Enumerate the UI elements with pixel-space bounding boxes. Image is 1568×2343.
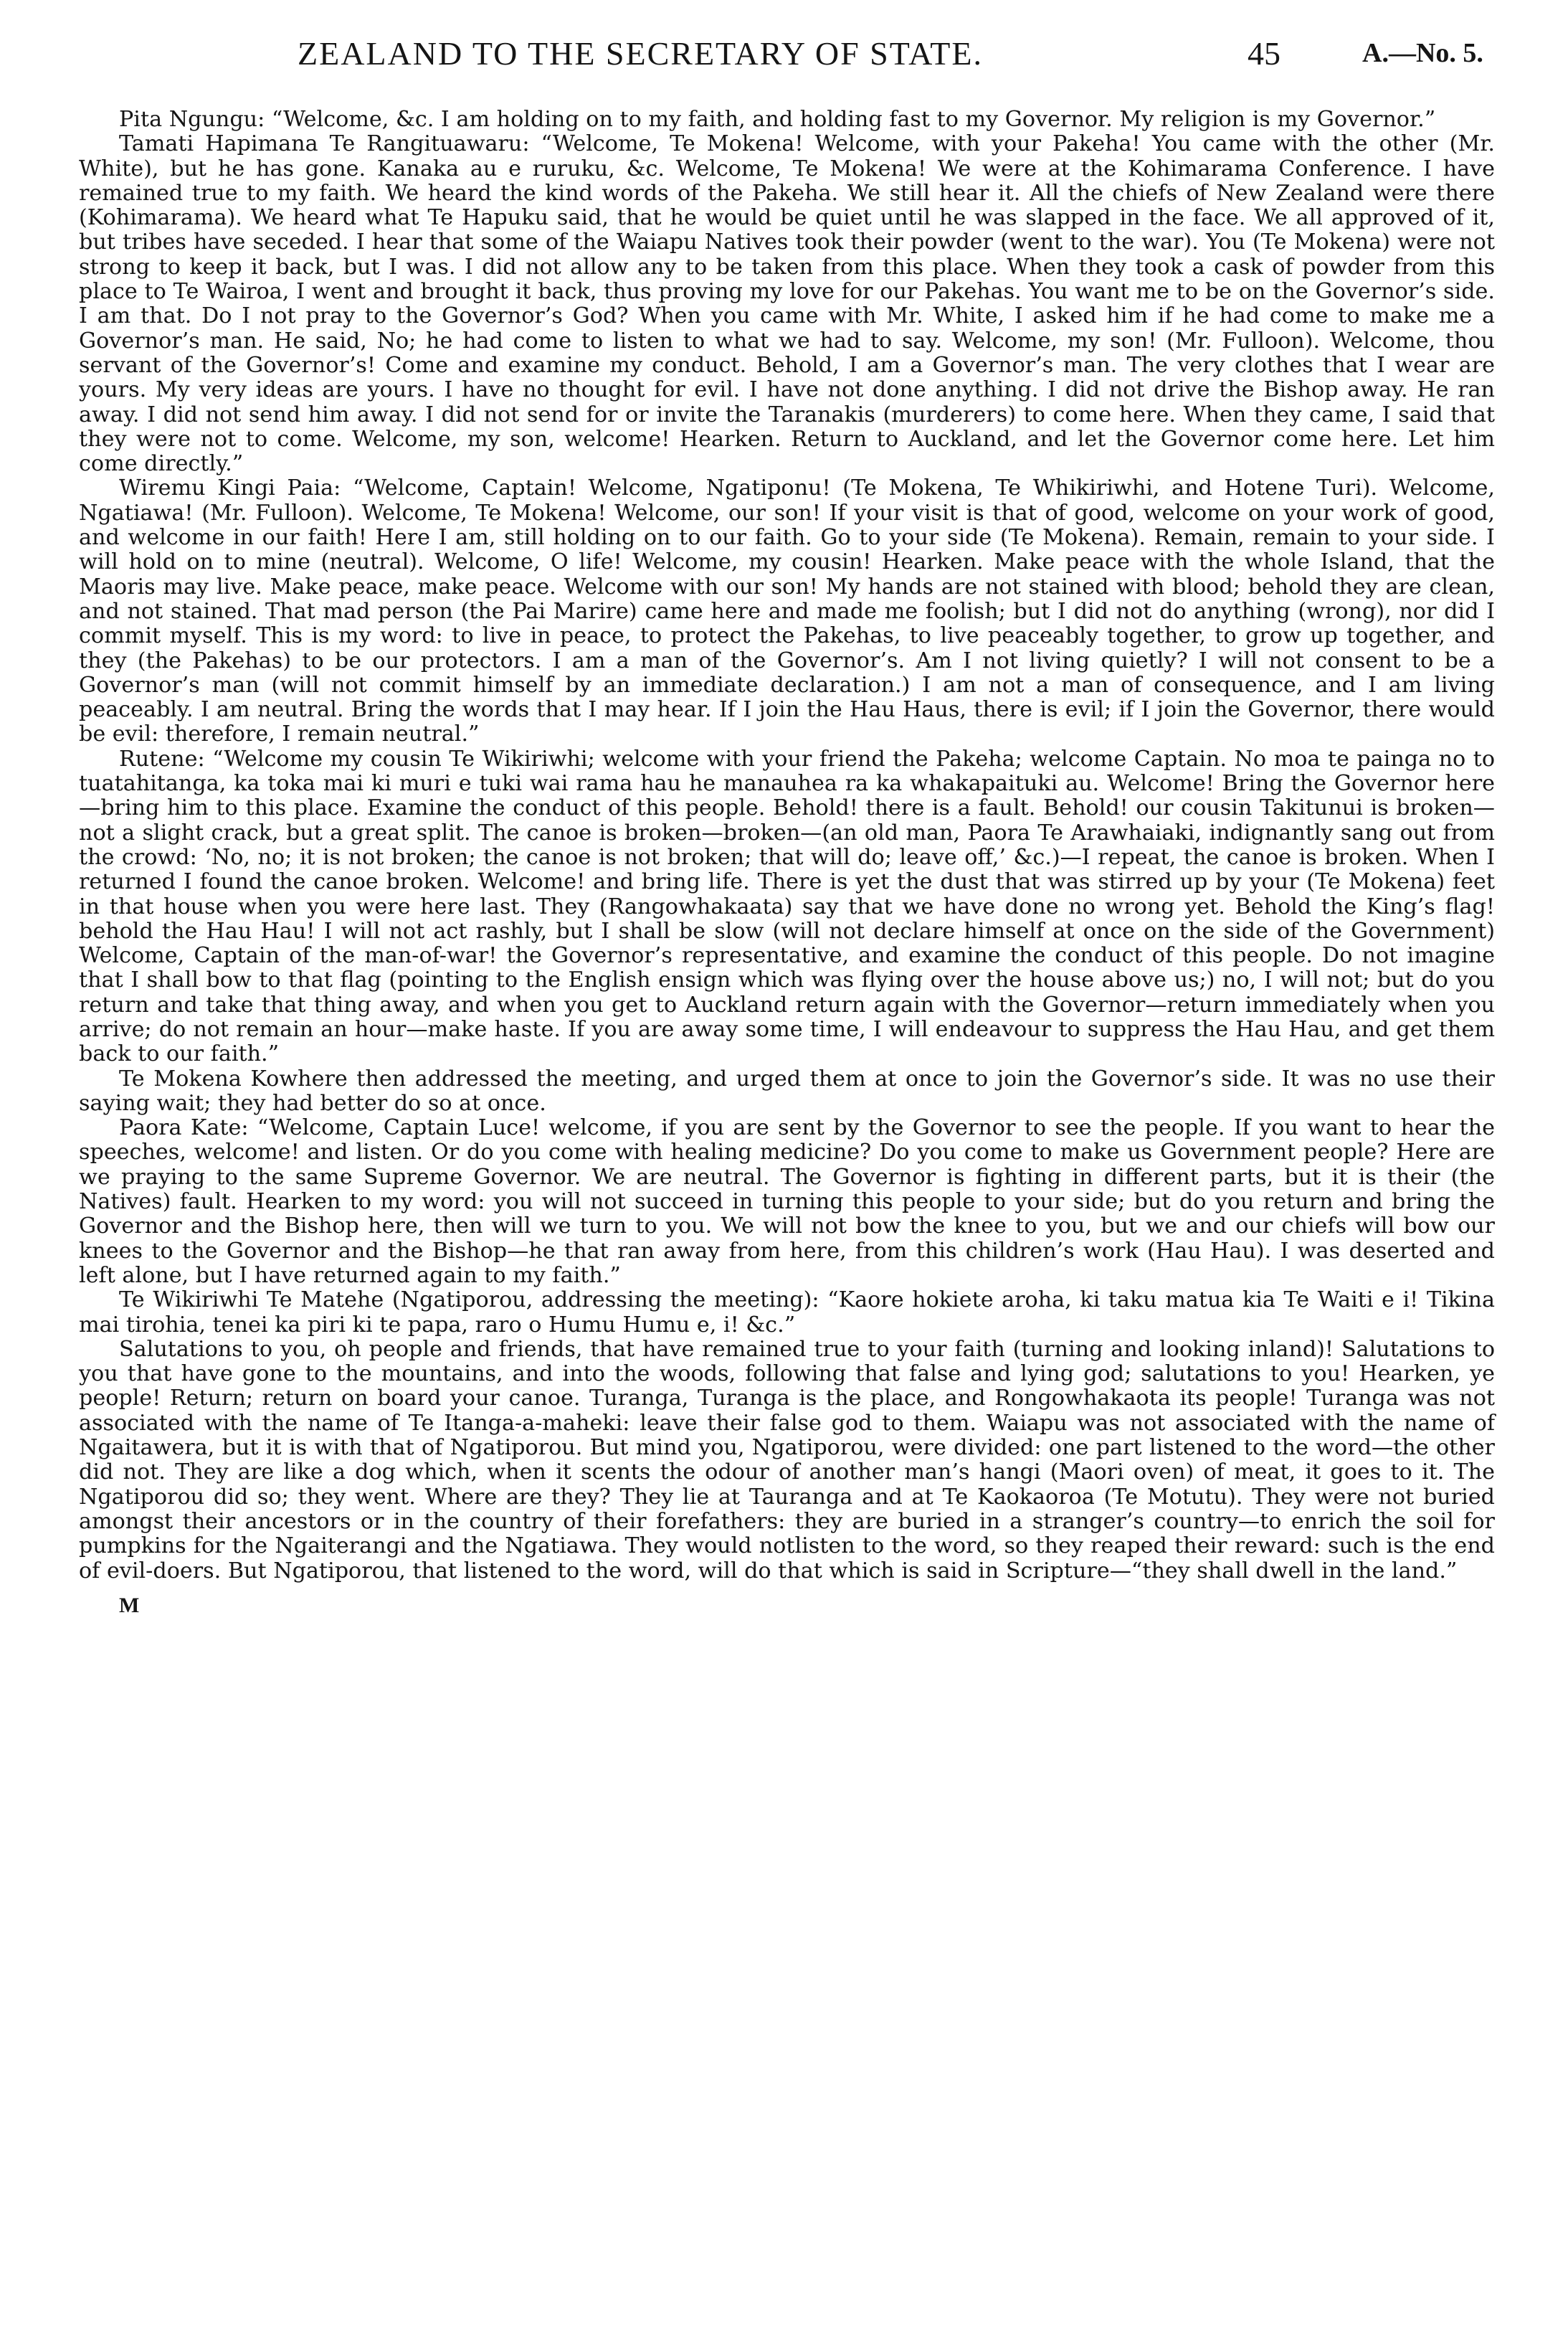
paragraph-tamati-hapimana: Tamati Hapimana Te Rangituawaru: “Welcome, Te Mokena! Welcome, with your Pakeha! You came with the other (Mr. White), but he has gone. Kanaka au e ruruku, &c. Welcome, Te Mokena! We were at the Kohimarama Conference. I have remained true to my faith. We heard the kind words of the Pakeha. We still hear it. All the chiefs of New Zealand were there (Kohimarama). We heard what Te Hapuku said, that he would be quiet until he was slapped in the face. We all approved of it, but tribes have seceded. I hear that some of the Waiapu Natives took their powder (went to the war). You (Te Mokena) were not strong to keep it back, but I was. I did not allow any to be taken from this place. When they took a cask of powder from this place to Te Wairoa, I went and brought it back, thus proving my love for our Pakehas. You want me to be on the Governor’s side. I am that. Do I not pray to the Governor’s God? When you came with Mr. White, I asked him if he had come to make me a Governor’s man. He said, No; he had come to listen to what we had to say. Welcome, my son! (Mr. Fulloon). Welcome, thou servant of the Governor’s! Come and examine my conduct. Behold, I am a Governor’s man. The very clothes that I wear are yours. My very ideas are yours. I have no thought for evil. I have not done anything. I did not drive the Bishop away. He ran away. I did not send him away. I did not send for or invite the Taranakis (murderers) to come here. When they came, I said that they were not to come. Welcome, my son, welcome! Hearken. Return to Auckland, and let the Governor come here. Let him come directly.” <box>79 131 1495 477</box>
signature-mark: M <box>119 1593 140 1617</box>
document-reference: A.—No. 5. <box>1362 38 1483 68</box>
paragraph-wiremu-kingi-paia: Wiremu Kingi Paia: “Welcome, Captain! Welcome, Ngatiponu! (Te Mokena, Te Whikiriwhi, and Hotene Turi). Welcome, Ngatiawa! (Mr. Fulloon). Welcome, Te Mokena! Welcome, our son! If your visit is that of good, welcome on your work of good, and welcome in our faith! Here I am, still holding on to our faith. Go to your side (Te Mokena). Remain, remain to your side. I will hold on to mine (neutral). Welcome, O life! Welcome, my cousin! Hearken. Make peace with the whole Island, that the Maoris may live. Make peace, make peace. Welcome with our son! My hands are not stained with blood; behold they are clean, and not stained. That mad person (the Pai Marire) came here and made me foolish; but I did not do anything (wrong), nor did I commit myself. This is my word: to live in peace, to protect the Pakehas, to live peaceably together, to grow up together, and they (the Pakehas) to be our protectors. I am a man of the Governor’s. Am I not living quietly? I will not consent to be a Governor’s man (will not commit himself by an immediate declaration.) I am not a man of consequence, and I am living peaceably. I am neutral. Bring the words that I may hear. If I join the Hau Haus, there is evil; if I join the Governor, there would be evil: therefore, I remain neutral.” <box>79 475 1495 747</box>
page-header <box>79 29 1495 83</box>
page-number: 45 <box>1248 35 1280 72</box>
paragraph-salutations: Salutations to you, oh people and friends, that have remained true to your faith (turning and looking inland)! Salutations to you that have gone to the mountains, and into the woods, following that false and lying god; salutations to you! Hearken, ye people! Return; return on board your canoe. Turanga, Turanga is the place, and Rongowhakaota its people! Turanga was not associated with the name of Te Itanga-a-maheki: leave their false god to them. Waiapu was not associated with the name of Ngaitawera, but it is with that of Ngatiporou. But mind you, Ngatiporou, were divided: one part listened to the word—the other did not. They are like a dog which, when it scents the odour of another man’s hangi (Maori oven) of meat, it goes to it. The Ngatiporou did so; they went. Where are they? They lie at Tauranga and at Te Kaokaoroa (Te Motutu). They were not buried amongst their ancestors or in the country of their forefathers: they are buried in a stranger’s country—to enrich the soil for pumpkins for the Ngaiterangi and the Ngatiawa. They would notlisten to the word, so they reaped their reward: such is the end of evil-doers. But Ngatiporou, that listened to the word, will do that which is said in Scripture—“they shall dwell in the land.” <box>79 1336 1495 1584</box>
paragraph-te-mokena-kowhere: Te Mokena Kowhere then addressed the meeting, and urged them at once to join the Governor’s side. It was no use their saying wait; they had better do so at once. <box>79 1066 1495 1116</box>
paragraph-pita-ngungu: Pita Ngungu: “Welcome, &c. I am holding on to my faith, and holding fast to my Governor. My religion is my Governor.” <box>119 107 1436 132</box>
body-text <box>79 108 1495 1584</box>
paragraph-te-wikiriwhi: Te Wikiriwhi Te Matehe (Ngatiporou, addressing the meeting): “Kaore hokiete aroha, ki taku matua kia Te Waiti e i! Tikina mai tirohia, tenei ka piri ki te papa, raro o Humu Humu e, i! &c.” <box>79 1287 1495 1338</box>
document-page <box>79 29 1495 2316</box>
paragraph-paora-kate: Paora Kate: “Welcome, Captain Luce! welcome, if you are sent by the Governor to see the people. If you want to hear the speeches, welcome! and listen. Or do you come with healing medicine? Do you come to make us Government people? Here are we praying to the same Supreme Governor. We are neutral. The Governor is fighting in different parts, but it is their (the Natives) fault. Hearken to my word: you will not succeed in turning this people to your side; but do you return and bring the Governor and the Bishop here, then will we turn to you. We will not bow the knee to you, but we and our chiefs will bow our knees to the Governor and the Bishop—he that ran away from here, from this children’s work (Hau Hau). I was deserted and left alone, but I have returned again to my faith.” <box>79 1115 1495 1288</box>
running-title: ZEALAND TO THE SECRETARY OF STATE. <box>298 35 983 72</box>
paragraph-rutene: Rutene: “Welcome my cousin Te Wikiriwhi; welcome with your friend the Pakeha; welcome Captain. No moa te painga no to tuatahitanga, ka toka mai ki muri e tuki wai rama hau he manauhea ra ka whakapaituki au. Welcome! Bring the Governor here—bring him to this place. Examine the conduct of this people. Behold! there is a fault. Behold! our cousin Takitunui is broken—not a slight crack, but a great split. The canoe is broken—broken—(an old man, Paora Te Arawhaiaki, indignantly sang out from the crowd: ‘No, no; it is not broken; the canoe is not broken; that will do; leave off,’ &c.)—I repeat, the canoe is broken. When I returned I found the canoe broken. Welcome! and bring life. There is yet the dust that was stirred up by your (Te Mokena) feet in that house when you were here last. They (Rangowhakaata) say that we have done no wrong yet. Behold the King’s flag! behold the Hau Hau! I will not act rashly, but I shall be slow (will not declare himself at once on the side of the Government) Welcome, Captain of the man-of-war! the Governor’s representative, and examine the conduct of this people. Do not imagine that I shall bow to that flag (pointing to the English ensign which was flying over the house above us;) no, I will not; but do you return and take that thing away, and when you get to Auckland return again with the Governor—return immediately when you arrive; do not remain an hour—make haste. If you are away some time, I will endeavour to suppress the Hau Hau, and get them back to our faith.” <box>79 746 1495 1067</box>
